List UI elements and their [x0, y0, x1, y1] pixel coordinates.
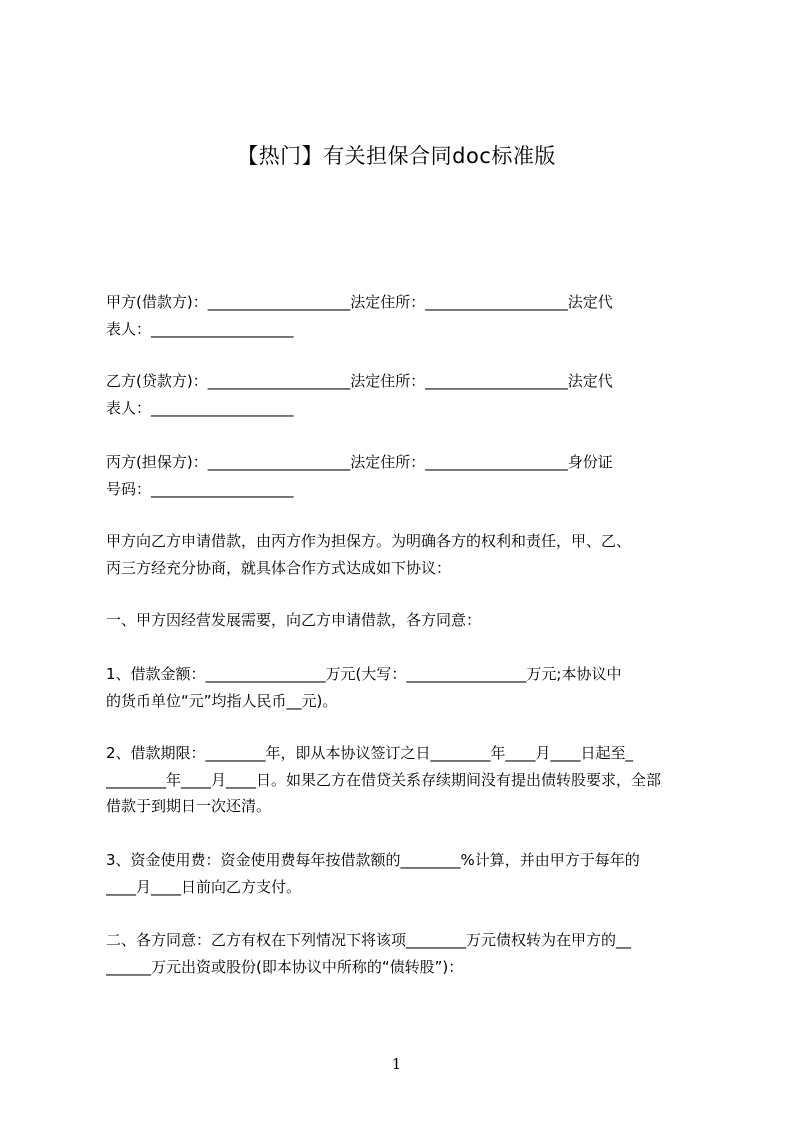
text-line: 表人：___________________	[106, 320, 294, 338]
page-number: 1	[391, 1055, 402, 1073]
text-line: 甲方向乙方申请借款，由丙方作为担保方。为明确各方的权利和责任，甲、乙、	[106, 532, 632, 550]
text-line: 号码：___________________	[106, 480, 294, 498]
text-line: 乙方(贷款方)：___________________法定住所：___________________法定代	[106, 372, 613, 390]
text-line: 2、借款期限：________年，即从本协议签订之日________年____月____日起至_	[106, 744, 634, 762]
text-line: 3、资金使用费：资金使用费每年按借款额的________%计算，并由甲方于每年的	[106, 851, 640, 869]
text-line: 1、借款金额：________________万元(大写：________________万元;本协议中	[106, 665, 622, 683]
text-line: 的货币单位“元”均指人民币__元)。	[106, 692, 338, 710]
text-line: ____月____日前向乙方支付。	[106, 878, 302, 896]
text-line: ______万元出资或股份(即本协议中所称的“债转股”)：	[106, 958, 464, 976]
text-line: 表人：___________________	[106, 399, 294, 417]
text-line: 丙方(担保方)：___________________法定住所：___________________身份证	[106, 453, 613, 471]
text-line: ________年____月____日。如果乙方在借贷关系存续期间没有提出债转股要求，全部	[106, 771, 662, 789]
text-line: 甲方(借款方)：___________________法定住所：___________________法定代	[106, 293, 613, 311]
text-line: 借款于到期日一次还清。	[106, 797, 272, 815]
document-title: 【热门】有关担保合同doc标准版	[237, 144, 556, 168]
text-line: 丙三方经充分协商，就具体合作方式达成如下协议：	[106, 559, 452, 577]
text-line: 一、甲方因经营发展需要，向乙方申请借款，各方同意：	[106, 611, 482, 629]
text-line: 二、各方同意：乙方有权在下列情况下将该项________万元债权转为在甲方的__	[106, 931, 632, 949]
